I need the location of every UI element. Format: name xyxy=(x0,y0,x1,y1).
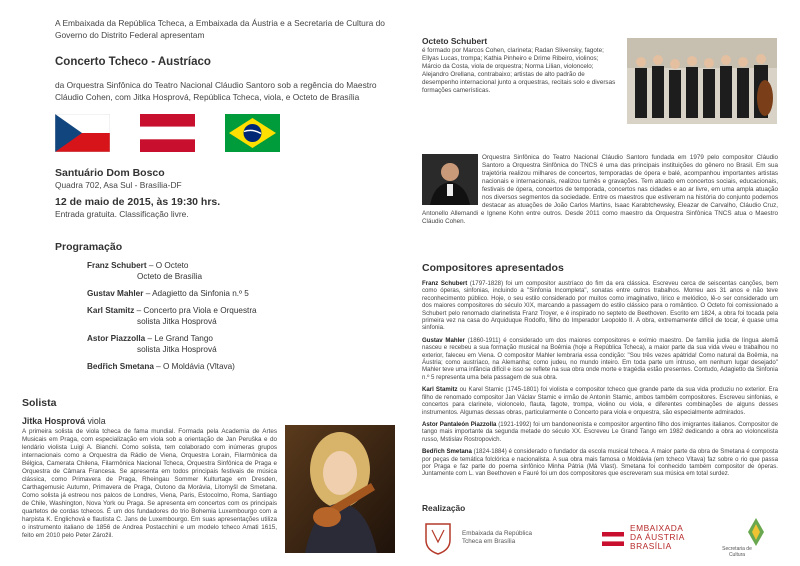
venue-address: Quadra 702, Asa Sul - Brasília-DF xyxy=(55,180,182,190)
intro-text: A Embaixada da República Tcheca, a Embaixada da Áustria e a Secretaria de Cultura do Governo do Distrito Federal apresentam xyxy=(55,18,385,40)
df-culture-logo xyxy=(717,518,777,562)
octeto-heading: Octeto Schubert xyxy=(422,36,488,46)
realizacao-heading: Realização xyxy=(422,503,466,513)
octeto-photo xyxy=(627,38,777,124)
programme-heading: Programação xyxy=(55,241,123,253)
composer-paragraph: Gustav Mahler (1860-1911) é considerado um dos maiores compositores e exímio maestro. De família judia de língua alemã nasceu e recebeu a sua formação musical na Boêmia (hoje a República Tcheca), a maior parte da sua vida viveu e trabalhou no exterior, faleceu em Viena. O compositor Mahler lembraria essa condição: "Sou três vezes apátrida! Como natural da Boêmia, na Áustria; como austríaco, na Alemanha; como judeu, no mundo inteiro. Em toda parte um intruso, em nenhum lugar desejado" Mahler teve uma infância difícil e isso se reflete na sua obra onde morte e tragédia estão presentes. Contudo, Adagietto da Sinfonia n.º 5 representa uma bela passagem de sua obra. xyxy=(422,336,778,381)
composer-paragraph: Bedřich Smetana (1824-1884) é considerado o fundador da escola musical tcheca. A maior parte da obra de Smetana é composta por peças de temática folclórica e nacionalista. A sua obra mais famosa o Moldávia (em tcheco Vltava) faz sobre o rio que passa por Praga e faz parte do poema sinfônico Minha Pátria (Má Vlast). Smetana foi conhecido também compositor de óperas. Juntamente com L. van Beethoven e Fauré foi um dos compositores que escreveram sua música em total surdez. xyxy=(422,448,778,478)
programme-work: – Concerto pra Viola e Orquestra xyxy=(134,306,257,315)
programme-list xyxy=(87,260,387,378)
austria-flag-small-icon xyxy=(602,532,624,546)
programme-item xyxy=(87,305,387,327)
df-culture-label: Secretaria de Cultura xyxy=(722,546,752,558)
czech-flag-icon xyxy=(55,114,110,152)
programme-performer: Octeto de Brasília xyxy=(137,272,203,281)
programme-composer: Bedřich Smetana xyxy=(87,362,154,371)
orchestra-text: Orquestra Sinfônica do Teatro Nacional Cláudio Santoro fundada em 1979 pelo compositor Cláudio Santoro a Orquestra Sinfônica do TNCS é uma das principais instituições do gênero no Brasil. Em sua trajetória realizou milhares de concertos, temporadas de ópera e balé, acompanhou importantes artistas nacionais e internacionais, realizou turnês e gravações. Tem atuado em concertos sociais, educacionais, festivais de ópera, concertos de temporada, concertos nas cidades e ao ar livre, em uma ampla atuação nos diversos segmentos da sociedade. Entre os maestros que estiveram na história do conjunto podemos destacar as atuações de João Carlos Martins, Isaac Karabtchewsky, Eleazar de Carvalho, Cláudio Cruz, Antonello Allemandi e Ignene Kohn entre outros. Desde 2011 como maestro da Orquestra Sinfônica TNCS atua o Maestro Cláudio Cohen. xyxy=(422,154,778,225)
programme-composer: Karl Stamitz xyxy=(87,306,135,315)
venue-name: Santuário Dom Bosco xyxy=(55,167,165,179)
czech-embassy-label: Embaixada da República Tcheca em Brasília xyxy=(462,530,533,545)
programme-item xyxy=(87,333,387,355)
programme-item xyxy=(87,361,387,372)
programme-composer: Gustav Mahler xyxy=(87,289,144,298)
brasilia-logo-icon xyxy=(747,518,765,546)
programme-work: – Le Grand Tango xyxy=(145,334,213,343)
soloist-photo xyxy=(285,425,395,553)
composers-heading: Compositores apresentados xyxy=(422,262,564,274)
brazil-flag-icon xyxy=(225,114,280,152)
czech-embassy-logo xyxy=(422,520,542,560)
austria-embassy-label: EMBAIXADA DA ÁUSTRIA BRASÍLIA xyxy=(630,523,685,551)
soloist-name: Jitka Hosprová viola xyxy=(22,416,106,426)
programme-composer: Astor Piazzolla xyxy=(87,334,146,343)
soloist-bio: A primeira solista de viola tcheca de fama mundial. Formada pela Academia de Artes Musicais em Praga, com especialização em viola sob a orientação de Jan Peruška e do lendário violista Luigi A. Bianchi. Como solista, tem colaborado com inúmeras grupos internacionais como a Orquestra da Rádio de Viena, Orquestra Lorain, Filarmônica da Bélgica, Camerata Chilena, Filarmônica Nacional Tcheca, Orquestra Sinfônica de Praga e Orquestra de Câmara Francesa. Se apresenta em todos principais festivais de música clássica, como Primavera de Praga, Rheingau Sommer Kulturtage em Dresden, Carthagemusic Autumn, Primavera de Praga, Outono da Morávia, Litomyšl de Smetana. Como solista já estreou nos palcos de Londres, Viena, Paris, Estocolmo, Roma, Santiago de Chile, Washington, Nova York ou Praga. Se apresenta em concertos com os principais quartetos de cordas tchecos. É um dos fundadores do trio Bohemia Luxembourgo com a harpista K. Englichová e flautista C. Jans de Luxembourgo. Em suas apresentações utiliza o instrumento italiano de 1856 de Andrea Postacchini e um modelo tcheco Amati 1615, feito em 2010 pelo Peter Zárožil. xyxy=(22,428,277,539)
programme-composer: Franz Schubert xyxy=(87,261,147,270)
sponsor-logos xyxy=(422,518,778,562)
composers-list xyxy=(422,280,778,483)
programme-work: – O Moldávia (Vltava) xyxy=(153,362,235,371)
flags-row xyxy=(55,114,400,152)
octeto-text: é formado por Marcos Cohen, clarineta; Radan Slivensky, fagote; Ellyas Lucas, trompa; Kathia Pinheiro e Drime Ribeiro, violinos; Márcio da Costa, viola de orquestra; Norma Lilian, violoncelo; Alejandro Orellana, contrabaixo; artistas de alto padrão de desempenho internacional junto a orquestras, recitais solo e diversas formações camerísticas. xyxy=(422,47,616,94)
programme-item xyxy=(87,260,387,282)
concert-title: Concerto Tcheco - Austríaco xyxy=(55,56,211,68)
entry-info: Entrada gratuita. Classificação livre. xyxy=(55,209,189,219)
concert-datetime: 12 de maio de 2015, às 19:30 hrs. xyxy=(55,196,221,208)
programme-performer: solista Jitka Hosprová xyxy=(137,317,217,326)
composer-paragraph: Astor Pantaleón Piazzolla (1921-1992) foi um bandoneonista e compositor argentino filho dos imigrantes italianos. Compositor de tango mais importante da segunda metade do século XX. Escreveu Le Grand Tango em 1982 dedicando a obra ao violoncelista russo, Mstislav Rostropovich. xyxy=(422,420,778,443)
programme-work: – Adagietto da Sinfonia n.º 5 xyxy=(143,289,249,298)
composer-paragraph: Karl Stamitz ou Karel Stamic (1745-1801) foi violista e compositor tcheco que grande parte da sua vida produziu no exterior. Era filho de renomado compositor Jan Václav Stamic e irmão de Antonín Stamic, ambos também compositores. Escreveu sinfonias, e concertos para clarinete, violoncelo, flauta, fagote, trompa, violino ou viola, e diferentes combinações de alguns desses instrumentos. Algumas dessas obras, particularmente o Concerto para viola e orquestra, são especialmente admirados. xyxy=(422,386,779,416)
intro-details: da Orquestra Sinfônica do Teatro Nacional Cláudio Santoro sob a regência do Maestro Cláudio Cohen, com Jitka Hosprová, República Tcheca, viola, e Octeto de Brasília xyxy=(55,80,377,102)
programme-work: – O Octeto xyxy=(146,261,189,270)
soloist-heading: Solista xyxy=(22,397,57,409)
programme-item xyxy=(87,288,387,299)
austria-flag-icon xyxy=(140,114,195,152)
composer-paragraph: Franz Schubert (1797-1828) foi um compositor austríaco do fim da era clássica. Escreveu cerca de seiscentas canções, bem como óperas, sinfonias, incluindo a "Sinfonia Incompleta", sonatas entre outros trabalhos. Morreu aos 31 anos e não teve reconhecimento público. Hoje, o seu estilo considerado por muitos como imaginativo, lírico e melódico, lê-o ser considerado um dos maiores compositores do século XIX, marcando a passagem do estilo clássico para o romântico. O Octeto foi comissionado a Schubert pelo renomado clarinetista Franz Troyer, e é inspirado no septeto de Beethoven. Escrito em 1824, a obra foi tocada pela primeira vez na casa do Arquiduque Rodolfo, filho do Imperador Leopoldo II. A obra, extremamente difícil de tocar, é quase uma sinfonia. xyxy=(422,280,778,332)
austria-embassy-logo xyxy=(602,524,712,560)
czech-coat-of-arms-icon xyxy=(422,520,454,556)
programme-performer: solista Jitka Hosprová xyxy=(137,345,217,354)
